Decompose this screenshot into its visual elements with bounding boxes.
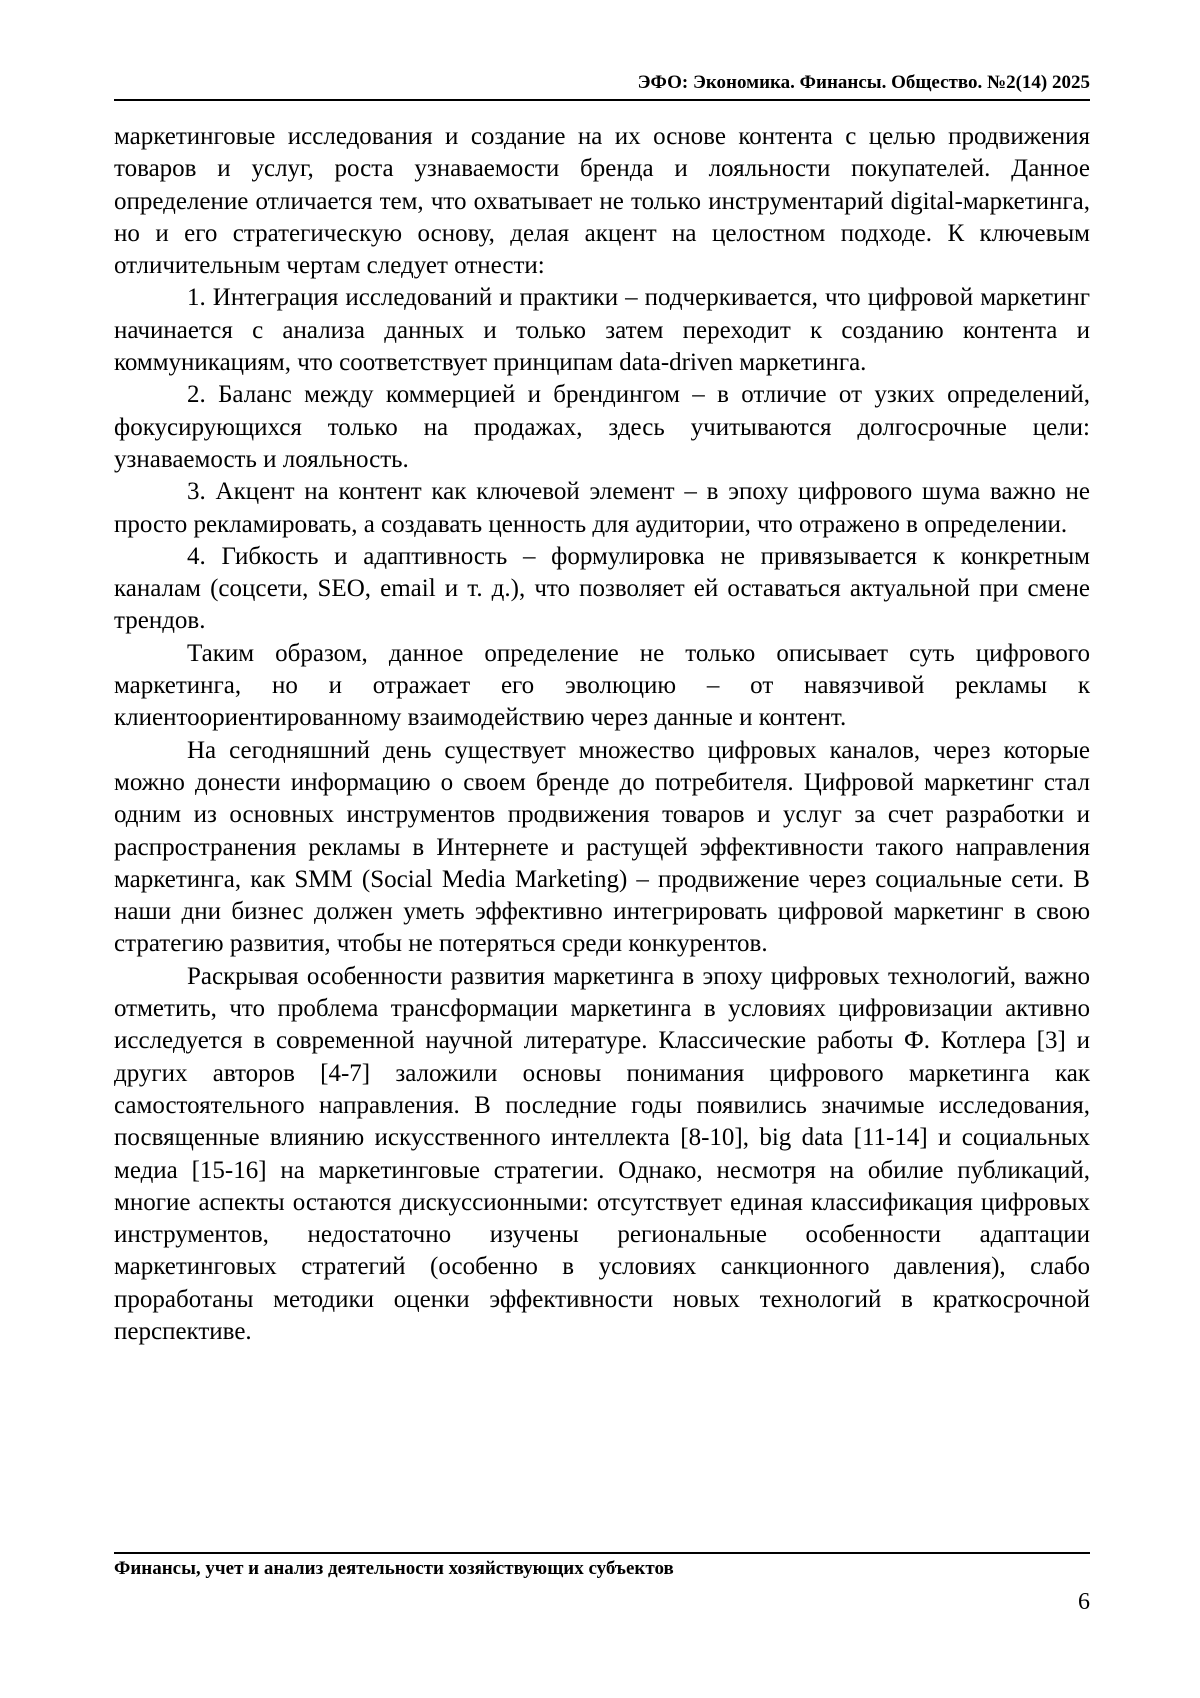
article-body [114, 121, 1090, 1348]
paragraph-literature-review: Раскрывая особенности развития маркетинга в эпоху цифровых технологий, важно отметить, что проблема трансформации маркетинга в условиях цифровизации активно исследуется в современной научной литературе. Классические работы Ф. Котлера [3] и других авторов [4-7] заложили основы понимания цифрового маркетинга как самостоятельного направления. В последние годы появились значимые исследования, посвященные влиянию искусственного интеллекта [8-10], big data [11-14] и социальных медиа [15-16] на маркетинговые стратегии. Однако, несмотря на обилие публикаций, многие аспекты остаются дискуссионными: отсутствует единая классификация цифровых инструментов, недостаточно изучены региональные особенности адаптации маркетинговых стратегий (особенно в условиях санкционного давления), слабо проработаны методики оценки эффективности новых технологий в краткосрочной перспективе. [114, 962, 1090, 1345]
paragraph-conclusion: Таким образом, данное определение не только описывает суть цифрового маркетинга, но и отражает его эволюцию – от навязчивой рекламы к клиентоориентированному взаимодействию через данные и контент. [114, 639, 1090, 732]
paragraph-digital-channels: На сегодняшний день существует множество цифровых каналов, через которые можно донести информацию о своем бренде до потребителя. Цифровой маркетинг стал одним из основных инструментов продвижения товаров и услуг за счет разработки и распространения рекламы в Интернете и растущей эффективности такого направления маркетинга, как SMM (Social Media Marketing) – продвижение через социальные сети. В наши дни бизнес должен уметь эффективно интегрировать цифровой маркетинг в свою стратегию развития, чтобы не потеряться среди конкурентов. [114, 736, 1090, 958]
paragraph-continuation: маркетинговые исследования и создание на их основе контента с целью продвижения товаров и услуг, роста узнаваемости бренда и лояльности покупателей. Данное определение отличается тем, что охватывает не только инструментарий digital-маркетинга, но и его стратегическую основу, делая акцент на целостном подходе. К ключевым отличительным чертам следует отнести: [114, 123, 1090, 280]
header-rule [114, 99, 1090, 101]
running-head: ЭФО: Экономика. Финансы. Общество. №2(14) 2025 [637, 72, 1090, 93]
footer-section-title: Финансы, учет и анализ деятельности хозяйствующих субъектов [114, 1558, 674, 1579]
paragraph-feature-2: 2. Баланс между коммерцией и брендингом – в отличие от узких определений, фокусирующихся только на продажах, здесь учитываются долгосрочные цели: узнаваемость и лояльность. [114, 381, 1090, 473]
page-number: 6 [1078, 1589, 1090, 1615]
paragraph-feature-1: 1. Интеграция исследований и практики – подчеркивается, что цифровой маркетинг начинается с анализа данных и только затем переходит к созданию контента и коммуникациям, что соответствует принципам data-driven маркетинга. [114, 284, 1090, 377]
paragraph-feature-3: 3. Акцент на контент как ключевой элемент – в эпоху цифрового шума важно не просто рекламировать, а создавать ценность для аудитории, что отражено в определении. [114, 478, 1090, 538]
footer-rule [114, 1552, 1090, 1554]
paragraph-feature-4: 4. Гибкость и адаптивность – формулировка не привязывается к конкретным каналам (соцсети, SEO, email и т. д.), что позволяет ей оставаться актуальной при смене трендов. [114, 542, 1090, 635]
